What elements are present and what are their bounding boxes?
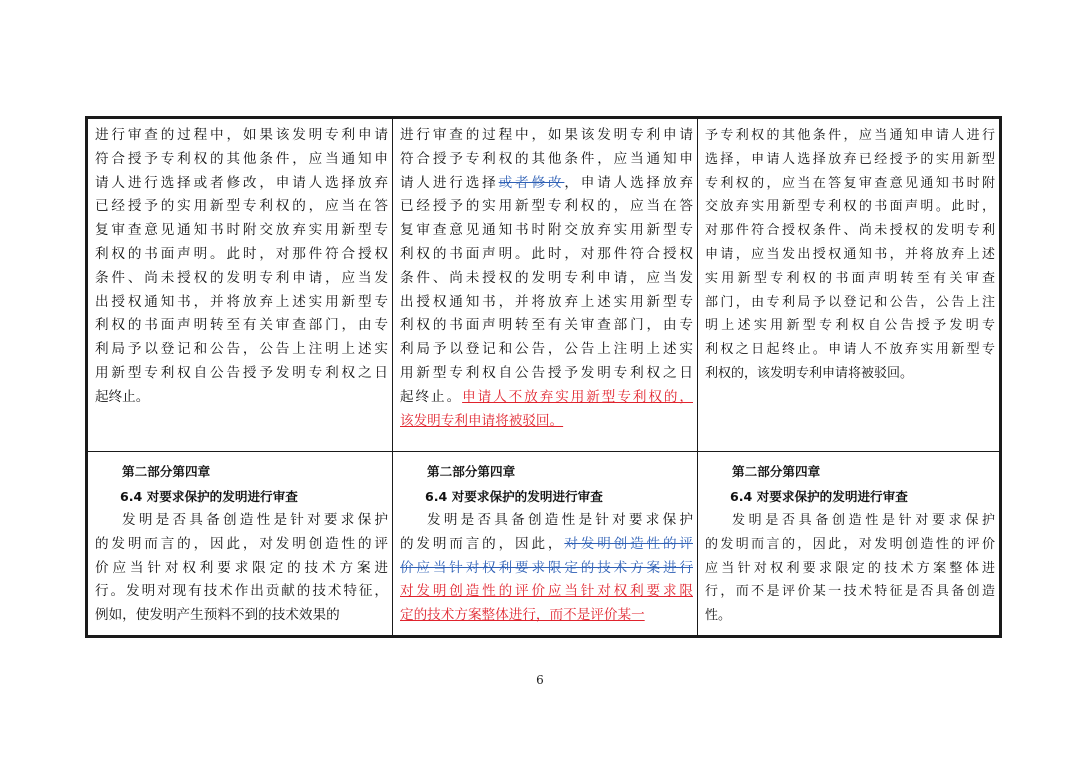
text-segment: 已经授予的实用新型专利权的，应当在答 (95, 198, 388, 215)
text-segment: 复审查意见通知书时附交放弃实用新型专 (400, 222, 693, 239)
text-line (95, 604, 388, 628)
text-segment: 的发明而言的，因此，对发明创造性的评价 (705, 536, 995, 552)
text-line (400, 195, 693, 219)
text-line (400, 362, 693, 386)
text-line (705, 195, 995, 219)
inserted-text: 定的技术方案整体进行，而不是评价某一 (400, 607, 645, 624)
text-line (95, 243, 388, 267)
text-line (705, 509, 995, 533)
text-line (95, 172, 388, 196)
text-segment: 复审查意见通知书时附交放弃实用新型专 (95, 222, 388, 239)
chapter-heading: 第二部分第四章 (122, 464, 211, 479)
text-segment: 行。发明对现有技术作出贡献的技术特征， (95, 583, 388, 600)
text-segment: 申请，应当发出授权通知书，并将放弃上述 (705, 246, 995, 262)
text-line (95, 219, 388, 243)
text-line (400, 172, 693, 196)
cell-content (88, 119, 392, 451)
table-cell (393, 118, 698, 452)
text-segment: 用新型专利权自公告授予发明专利权之日 (400, 364, 693, 381)
text-segment: 发明是否具备创造性是针对要求保护 (122, 512, 388, 528)
section-heading: 6.4 对要求保护的发明进行审查 (425, 488, 603, 504)
text-segment: 利权的书面声明转至有关审查部门，由专 (400, 317, 693, 334)
table-cell (698, 118, 1001, 452)
text-line (95, 386, 388, 410)
text-segment: 利权的书面声明转至有关审查部门，由专 (95, 317, 388, 334)
text-line (400, 148, 693, 172)
text-line (705, 243, 995, 267)
text-line (400, 338, 693, 362)
text-line (400, 219, 693, 243)
text-segment: 行，而不是评价某一技术特征是否具备创造 (705, 584, 995, 600)
cell-content (88, 452, 392, 635)
text-line (95, 362, 388, 386)
deleted-text: 或者修改 (498, 174, 565, 191)
table-cell (698, 452, 1001, 637)
text-line (705, 291, 995, 315)
text-segment: 对那件符合授权条件、尚未授权的发明专利 (705, 223, 995, 239)
text-segment: 利局予以登记和公告，公告上注明上述实 (95, 341, 388, 358)
text-line (95, 533, 388, 557)
chapter-heading: 第二部分第四章 (427, 464, 516, 479)
text-line (95, 314, 388, 338)
text-line (400, 267, 693, 291)
text-line (705, 533, 995, 557)
text-segment: 出授权通知书，并将放弃上述实用新型专 (400, 293, 693, 310)
text-line (95, 338, 388, 362)
inserted-text: 对发明创造性的评价应当针对权利要求限 (400, 583, 693, 600)
text-segment: 符合授予专利权的其他条件，应当通知申 (400, 150, 693, 167)
text-segment: 选择，申请人选择放弃已经授予的实用新型 (705, 151, 995, 167)
text-segment: 性。 (705, 608, 732, 624)
text-segment: 专利权的，应当在答复审查意见通知书时附 (705, 175, 995, 191)
text-segment: 明上述实用新型专利权自公告授予发明专 (705, 318, 995, 334)
text-segment: 已经授予的实用新型专利权的，应当在答 (400, 198, 693, 215)
text-line (705, 338, 995, 362)
text-line (400, 291, 693, 315)
text-line (705, 604, 995, 628)
text-line (705, 219, 995, 243)
text-line (95, 580, 388, 604)
section-heading: 6.4 对要求保护的发明进行审查 (120, 488, 298, 504)
text-segment: 交放弃实用新型专利权的书面声明。此时， (705, 199, 995, 215)
chapter-heading: 第二部分第四章 (732, 464, 821, 479)
text-line (400, 580, 693, 604)
text-line (400, 410, 693, 434)
text-line (400, 314, 693, 338)
text-segment: 用新型专利权自公告授予发明专利权之日 (95, 364, 388, 381)
comparison-table (85, 116, 1002, 638)
text-segment: 发明是否具备创造性是针对要求保护 (427, 512, 693, 528)
text-segment: 起终止。 (95, 388, 150, 405)
text-segment: 条件、尚未授权的发明专利申请，应当发 (95, 269, 388, 286)
text-segment: 出授权通知书，并将放弃上述实用新型专 (95, 293, 388, 310)
text-line (705, 557, 995, 581)
inserted-text: 申请人不放弃实用新型专利权的， (462, 388, 693, 405)
text-line (400, 124, 693, 148)
text-segment: 实用新型专利权的书面声明转至有关审查 (705, 270, 995, 286)
text-segment: ，申请人选择放弃 (564, 174, 693, 191)
cell-content (393, 452, 697, 635)
section-heading: 6.4 对要求保护的发明进行审查 (730, 488, 908, 504)
text-line (705, 148, 995, 172)
text-segment: 的发明而言的，因此， (400, 535, 565, 552)
text-segment: 价应当针对权利要求限定的技术方案进 (95, 559, 388, 576)
text-segment: 发明是否具备创造性是针对要求保护 (732, 513, 995, 528)
text-segment: 利权的，该发明专利申请将被驳回。 (705, 365, 914, 381)
text-segment: 利权的书面声明。此时，对那件符合授权 (400, 245, 693, 262)
text-line (95, 124, 388, 148)
text-segment: 请人进行选择或者修改，申请人选择放弃 (95, 174, 388, 191)
cell-content (698, 452, 999, 635)
text-line (95, 291, 388, 315)
text-line (705, 362, 995, 386)
text-segment: 的发明而言的，因此，对发明创造性的评 (95, 535, 388, 552)
table-cell (87, 118, 393, 452)
text-segment: 利局予以登记和公告，公告上注明上述实 (400, 341, 693, 358)
text-line (705, 314, 995, 338)
text-segment: 部门，由专利局予以登记和公告，公告上注 (705, 294, 995, 310)
inserted-text: 该发明专利申请将被驳回。 (400, 412, 564, 429)
text-line (400, 243, 693, 267)
text-line (705, 580, 995, 604)
table-row (87, 118, 1001, 452)
text-line (400, 604, 693, 628)
text-segment: 进行审查的过程中，如果该发明专利申请 (400, 127, 693, 143)
text-line (95, 267, 388, 291)
table-row (87, 452, 1001, 637)
deleted-text: 对发明创造性的评 (564, 535, 693, 552)
text-segment: 例如，使发明产生预料不到的技术效果的 (95, 607, 340, 624)
text-line (705, 267, 995, 291)
page-number: 6 (536, 673, 544, 687)
cell-content (393, 119, 697, 451)
text-line (95, 148, 388, 172)
text-line (400, 509, 693, 533)
text-line (400, 533, 693, 557)
text-line (400, 557, 693, 581)
text-line (705, 172, 995, 196)
text-line (400, 386, 693, 410)
text-segment: 符合授予专利权的其他条件，应当通知申 (95, 150, 388, 167)
text-segment: 请人进行选择 (400, 174, 499, 191)
text-segment: 利权之日起终止。申请人不放弃实用新型专 (705, 342, 995, 358)
text-segment: 条件、尚未授权的发明专利申请，应当发 (400, 269, 693, 286)
text-line (95, 195, 388, 219)
text-line (705, 124, 995, 148)
cell-content (698, 119, 999, 451)
text-segment: 应当针对权利要求限定的技术方案整体进 (705, 560, 995, 576)
text-segment: 起终止。 (400, 388, 463, 405)
text-segment: 利权的书面声明。此时，对那件符合授权 (95, 245, 388, 262)
text-line (95, 509, 388, 533)
table-cell (393, 452, 698, 637)
table-cell (87, 452, 393, 637)
text-line (95, 557, 388, 581)
text-segment: 进行审查的过程中，如果该发明专利申请 (95, 127, 388, 143)
text-segment: 予专利权的其他条件，应当通知申请人进行 (705, 128, 995, 143)
deleted-text: 价应当针对权利要求限定的技术方案进行 (400, 559, 693, 576)
